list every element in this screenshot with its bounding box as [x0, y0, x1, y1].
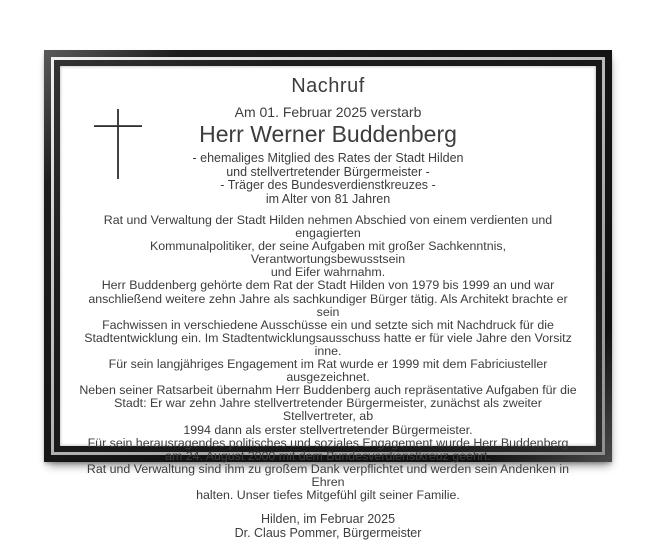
frame-inner-band: [54, 60, 602, 540]
honor-lines: [76, 152, 580, 206]
honor-line: - Träger des Bundesverdienstkreuzes -: [220, 178, 436, 192]
body-line: Für sein herausragendes politisches und soziales Engagement wurde Herr Buddenberg: [87, 435, 569, 450]
obituary-paper: [60, 66, 596, 540]
body-line: am 24. August 2000 mit dem Bundesverdienstkreuz geehrt.: [165, 448, 491, 463]
picture-frame: [44, 50, 612, 540]
body-line: Herr Buddenberg gehörte dem Rat der Stadt Hilden von 1979 bis 1999 an und war: [101, 278, 555, 293]
body-line: anschließend weitere zehn Jahre als sachkundiger Bürger tätig. Als Architekt brachte er sein: [88, 291, 568, 319]
honor-line: und stellvertretender Bürgermeister -: [226, 164, 430, 179]
body-line: halten. Unser tiefes Mitgefühl gilt seiner Familie.: [196, 487, 460, 502]
closing-place-date: Hilden, im Februar 2025: [260, 512, 396, 527]
body-line: 1994 dann als erster stellvertretender Bürgermeister.: [183, 422, 473, 437]
honor-line: im Alter von 81 Jahren: [265, 191, 391, 206]
closing-block: [76, 512, 580, 540]
body-line: Neben seiner Ratsarbeit übernahm Herr Buddenberg auch repräsentative Aufgaben für die: [79, 383, 577, 398]
body-line: Für sein langjähriges Engagement im Rat wurde er 1999 mit dem Fabriciusteller ausgezeichnet.: [108, 357, 548, 385]
deceased-name: Herr Werner Buddenberg: [199, 121, 457, 147]
obituary-body: [76, 214, 580, 502]
body-line: Rat und Verwaltung der Stadt Hilden nehmen Abschied von einem verdienten und engagierten: [103, 213, 553, 241]
death-date-line: Am 01. Februar 2025 verstarb: [234, 104, 422, 120]
obituary-title: Nachruf: [291, 75, 365, 97]
body-line: Fachwissen in verschiedene Ausschüsse ein und setzte sich mit Nachdruck für die: [102, 317, 554, 332]
body-line: Kommunalpolitiker, der seine Aufgaben mit großer Sachkenntnis, Verantwortungsbewusstsein: [149, 239, 507, 267]
honor-line: - ehemaliges Mitglied des Rates der Stadt Hilden: [192, 151, 464, 165]
cross-icon: [94, 109, 142, 179]
body-line: Stadt: Er war zehn Jahre stellvertretender Bürgermeister, zunächst als zweiter Stellvertreter, ab: [114, 396, 542, 424]
body-line: Stadtentwicklung ein. Im Stadtentwicklungsausschuss hatte er für viele Jahre den Vorsitz inne.: [84, 330, 572, 358]
closing-signature: Dr. Claus Pommer, Bürgermeister: [234, 526, 422, 540]
body-line: und Eifer wahrnahm.: [270, 265, 386, 280]
frame-silver-trim: [51, 57, 605, 540]
body-line: Rat und Verwaltung sind ihm zu großem Dank verpflichtet und werden sein Andenken in Ehren: [86, 461, 570, 489]
